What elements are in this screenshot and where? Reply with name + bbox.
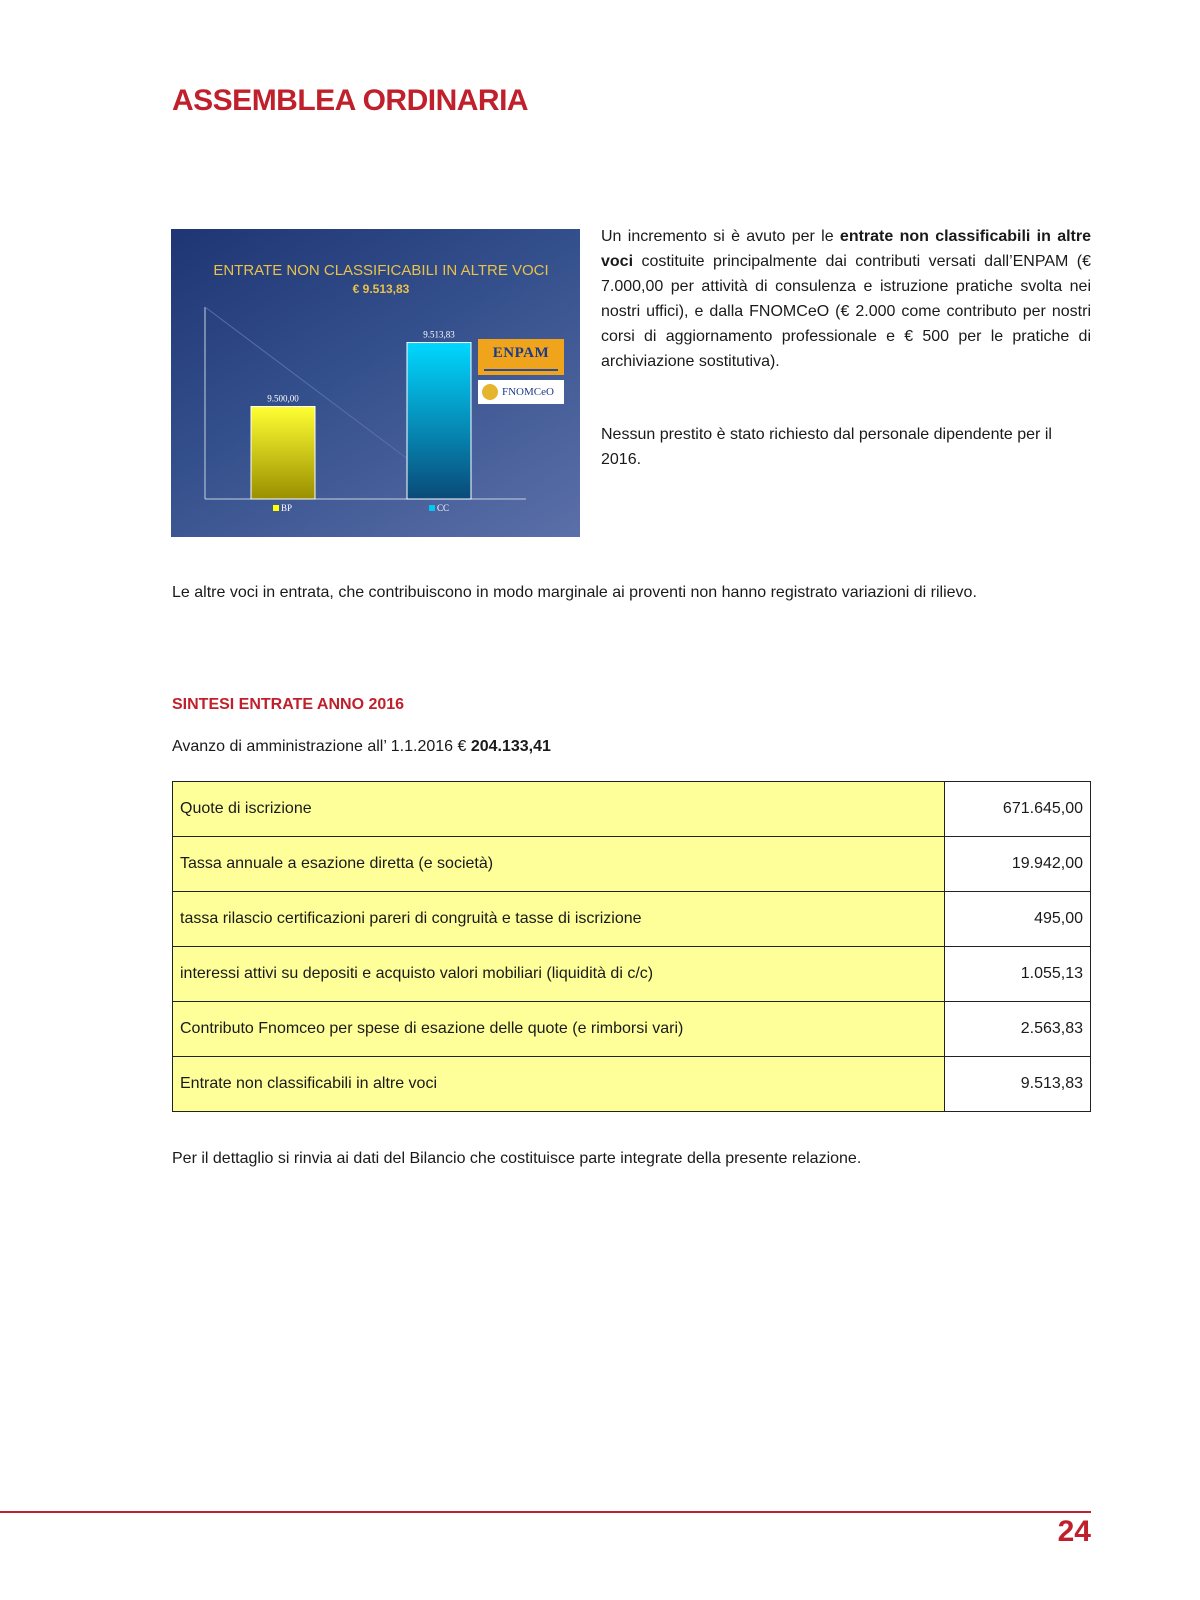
page-title: ASSEMBLEA ORDINARIA (172, 84, 529, 117)
summary-table (172, 781, 1091, 1112)
row-label: tassa rilascio certificazioni pareri di congruità e tasse di iscrizione (173, 892, 945, 947)
fnomceo-mark-icon (482, 384, 498, 400)
intro-text-2: costituite principalmente dai contributi versati dall’ENPAM (€ 7.000,00 per attività di consulenza e istruzione pratiche svolta nei nostri uffici), e dalla FNOMCeO (€ 2.000 come contributo per nostri corsi di aggiornamento professionale e € 500 per le pratiche di archiviazione sostitutiva). (601, 253, 1091, 370)
enpam-logo (478, 339, 564, 375)
table-row (173, 837, 1091, 892)
footer-note: Per il dettaglio si rinvia ai dati del Bilancio che costituisce parte integrate della presente relazione. (172, 1150, 862, 1167)
legend-label: BP (281, 503, 293, 513)
footer-rule (0, 1511, 1091, 1513)
row-label: Entrate non classificabili in altre voci (173, 1057, 945, 1112)
chart-title: ENTRATE NON CLASSIFICABILI IN ALTRE VOCI (213, 262, 549, 279)
table-row (173, 782, 1091, 837)
chart-slide (171, 229, 580, 537)
legend-swatch (273, 505, 279, 511)
table-row (173, 947, 1091, 1002)
bar-bp (251, 407, 315, 500)
table-row (173, 1057, 1091, 1112)
data-label: 9.500,00 (267, 393, 299, 404)
row-value: 19.942,00 (945, 837, 1091, 892)
legend-swatch (429, 505, 435, 511)
row-label: Tassa annuale a esazione diretta (e società) (173, 837, 945, 892)
enpam-logo-text: ENPAM (492, 345, 550, 361)
row-value: 495,00 (945, 892, 1091, 947)
chart-subtitle: € 9.513,83 (352, 282, 410, 296)
summary-heading: SINTESI ENTRATE ANNO 2016 (172, 696, 405, 713)
altre-voci-paragraph: Le altre voci in entrata, che contribuiscono in modo marginale ai proventi non hanno registrato variazioni di rilievo. (172, 584, 977, 601)
avanzo-value: 204.133,41 (470, 738, 551, 755)
row-value: 2.563,83 (945, 1002, 1091, 1057)
page-number: 24 (1057, 1515, 1091, 1548)
table-row (173, 892, 1091, 947)
row-label: Quote di iscrizione (173, 782, 945, 837)
bar-cc (407, 343, 471, 499)
row-value: 1.055,13 (945, 947, 1091, 1002)
row-value: 671.645,00 (945, 782, 1091, 837)
fnomceo-logo (478, 380, 564, 404)
legend-label: CC (437, 503, 450, 513)
fnomceo-logo-text: FNOMCeO (502, 386, 554, 398)
row-value: 9.513,83 (945, 1057, 1091, 1112)
avanzo-label: Avanzo di amministrazione all’ 1.1.2016 € (172, 738, 471, 755)
row-label: interessi attivi su depositi e acquisto valori mobiliari (liquidità di c/c) (173, 947, 945, 1002)
intro-text-1: Un incremento si è avuto per le (601, 228, 840, 245)
data-label: 9.513,83 (423, 329, 455, 340)
avanzo-line (172, 738, 551, 756)
intro-paragraph (601, 224, 1091, 374)
table-row (173, 1002, 1091, 1057)
row-label: Contributo Fnomceo per spese di esazione delle quote (e rimborsi vari) (173, 1002, 945, 1057)
loan-paragraph: Nessun prestito è stato richiesto dal personale dipendente per il 2016. (601, 426, 1052, 468)
intro-bold: entrate non classificabili in altre voci (601, 228, 1091, 270)
